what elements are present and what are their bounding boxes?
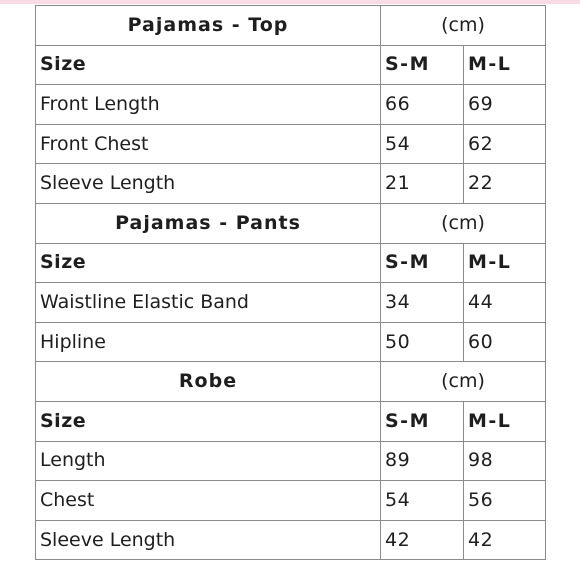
section-title-row <box>36 203 546 243</box>
top-band <box>0 0 580 4</box>
measurement-label: Waistline Elastic Band <box>36 283 381 323</box>
table-row <box>36 124 546 164</box>
section-title-row <box>36 362 546 402</box>
size-header-m-l: M-L <box>464 45 546 85</box>
measurement-label: Front Length <box>36 85 381 125</box>
section-title: Pajamas - Pants <box>36 203 381 243</box>
size-header-row <box>36 45 546 85</box>
section-unit: (cm) <box>381 203 546 243</box>
section-title-row <box>36 6 546 46</box>
size-header-s-m: S-M <box>381 243 464 283</box>
measurement-label: Chest <box>36 481 381 521</box>
size-header-m-l: M-L <box>464 243 546 283</box>
size-header-s-m: S-M <box>381 45 464 85</box>
size-header-label: Size <box>36 45 381 85</box>
value-m-l: 22 <box>464 164 546 204</box>
size-header-m-l: M-L <box>464 401 546 441</box>
table-row <box>36 164 546 204</box>
table-row <box>36 520 546 560</box>
section-title: Robe <box>36 362 381 402</box>
value-s-m: 66 <box>381 85 464 125</box>
size-header-label: Size <box>36 401 381 441</box>
measurement-label: Sleeve Length <box>36 520 381 560</box>
measurement-label: Front Chest <box>36 124 381 164</box>
size-header-row <box>36 401 546 441</box>
value-s-m: 34 <box>381 283 464 323</box>
measurement-label: Length <box>36 441 381 481</box>
value-m-l: 56 <box>464 481 546 521</box>
table-row <box>36 283 546 323</box>
table-row <box>36 441 546 481</box>
size-header-row <box>36 243 546 283</box>
value-m-l: 44 <box>464 283 546 323</box>
value-s-m: 42 <box>381 520 464 560</box>
value-s-m: 50 <box>381 322 464 362</box>
value-s-m: 54 <box>381 124 464 164</box>
value-m-l: 62 <box>464 124 546 164</box>
section-unit: (cm) <box>381 6 546 46</box>
value-s-m: 89 <box>381 441 464 481</box>
section-title: Pajamas - Top <box>36 6 381 46</box>
value-s-m: 21 <box>381 164 464 204</box>
measurement-label: Sleeve Length <box>36 164 381 204</box>
value-m-l: 42 <box>464 520 546 560</box>
value-m-l: 60 <box>464 322 546 362</box>
table-row <box>36 322 546 362</box>
value-s-m: 54 <box>381 481 464 521</box>
value-m-l: 69 <box>464 85 546 125</box>
value-m-l: 98 <box>464 441 546 481</box>
measurement-label: Hipline <box>36 322 381 362</box>
table-row <box>36 85 546 125</box>
size-header-label: Size <box>36 243 381 283</box>
section-unit: (cm) <box>381 362 546 402</box>
size-header-s-m: S-M <box>381 401 464 441</box>
size-chart-table <box>35 5 546 560</box>
table-row <box>36 481 546 521</box>
